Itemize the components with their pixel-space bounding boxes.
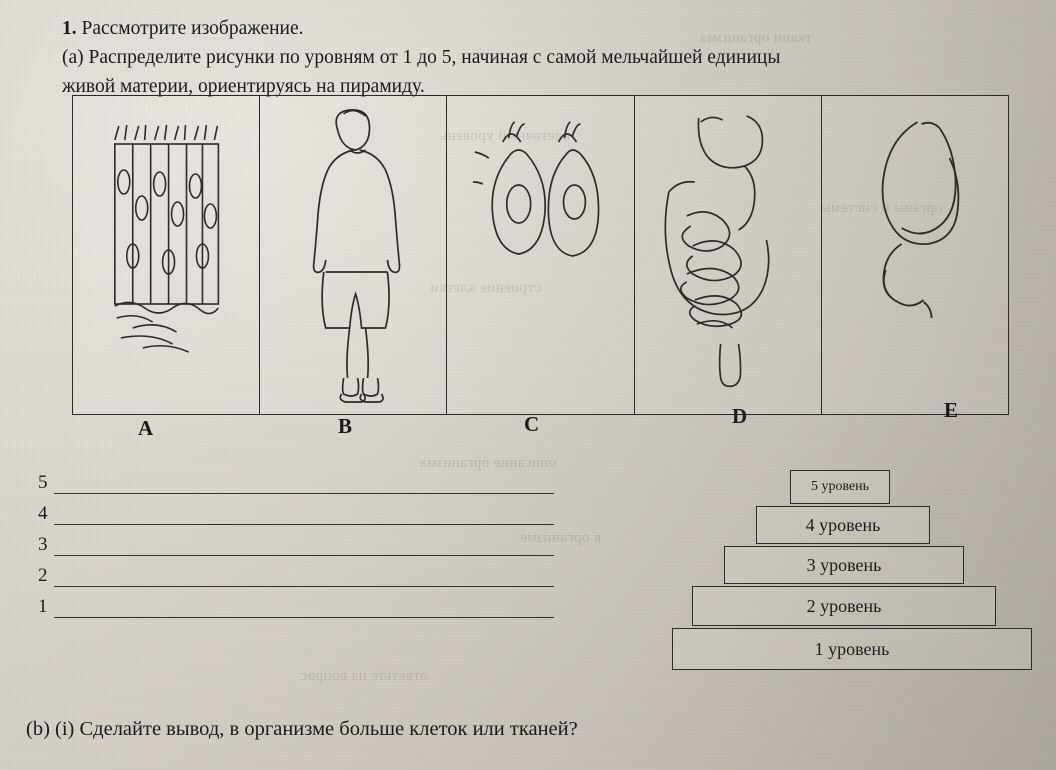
bleed-line: строение клетки	[430, 280, 541, 296]
stomach-icon	[822, 96, 1008, 414]
question-line-2: (a) Распределите рисунки по уровням от 1 до 5, начиная с самой мельчайшей единицы	[62, 47, 781, 68]
bleed-line: описание организма	[420, 455, 557, 471]
figure-label-d: D	[732, 404, 748, 428]
figure-cell-e	[822, 96, 1008, 414]
figure-cell-a	[73, 96, 260, 414]
question-line-3: живой материи, ориентируясь на пирамиду.	[62, 76, 425, 97]
pyramid-tier-label: 5 уровень	[810, 479, 870, 494]
human-body-icon	[260, 96, 446, 414]
pyramid-tier-label: 1 уровень	[814, 638, 890, 659]
answer-rule[interactable]	[54, 617, 554, 618]
question-line-1	[62, 14, 1022, 43]
pyramid-tier-label: 4 уровень	[805, 514, 881, 535]
bleed-line: ответьте на вопрос	[300, 668, 428, 684]
figure-label-a: A	[138, 416, 154, 440]
answer-line-5[interactable]	[34, 470, 554, 501]
answer-index: 1	[38, 596, 48, 617]
answer-index: 5	[38, 472, 48, 493]
pyramid-tier-2	[692, 586, 996, 626]
figure-strip	[72, 95, 1009, 415]
bleed-line: клеточный уровень	[440, 128, 571, 144]
pyramid-tier-label: 2 уровень	[806, 595, 882, 616]
answer-line-4[interactable]	[34, 501, 554, 532]
answer-index: 3	[38, 534, 48, 555]
two-cells-icon	[447, 96, 633, 414]
question-line-1-text: Рассмотрите изображение.	[81, 18, 304, 39]
answer-index: 4	[38, 503, 48, 524]
pyramid-tier-5	[790, 470, 890, 504]
question-text-block	[62, 14, 1022, 101]
bleed-line: в организме	[520, 530, 601, 546]
answer-rule[interactable]	[54, 493, 554, 494]
answer-index: 2	[38, 565, 48, 586]
figure-cell-b	[260, 96, 447, 414]
answer-line-1[interactable]	[34, 594, 554, 625]
level-pyramid	[672, 470, 1044, 700]
figure-cell-c	[447, 96, 634, 414]
answer-lines	[34, 470, 554, 625]
pyramid-tier-3	[724, 546, 964, 584]
answer-rule[interactable]	[54, 586, 554, 587]
epithelial-tissue-icon	[73, 96, 259, 414]
figure-cell-d	[635, 96, 822, 414]
pyramid-tier-1	[672, 628, 1032, 670]
pyramid-tier-label: 3 уровень	[806, 554, 882, 575]
pyramid-tier-4	[756, 506, 930, 544]
bleed-line: органы и системы	[820, 200, 942, 216]
figure-label-e: E	[944, 398, 959, 422]
digestive-system-icon	[635, 96, 821, 414]
answer-line-2[interactable]	[34, 563, 554, 594]
figure-labels-row	[72, 398, 1007, 440]
question-number: 1.	[62, 18, 77, 39]
answer-line-3[interactable]	[34, 532, 554, 563]
figure-label-c: C	[524, 412, 540, 436]
figure-label-b: B	[338, 414, 353, 438]
bleed-line: ткани организма	[700, 30, 812, 46]
answer-rule[interactable]	[54, 524, 554, 525]
sub-question-b: (b) (i) Сделайте вывод, в организме больше клеток или тканей?	[26, 718, 578, 740]
answer-rule[interactable]	[54, 555, 554, 556]
